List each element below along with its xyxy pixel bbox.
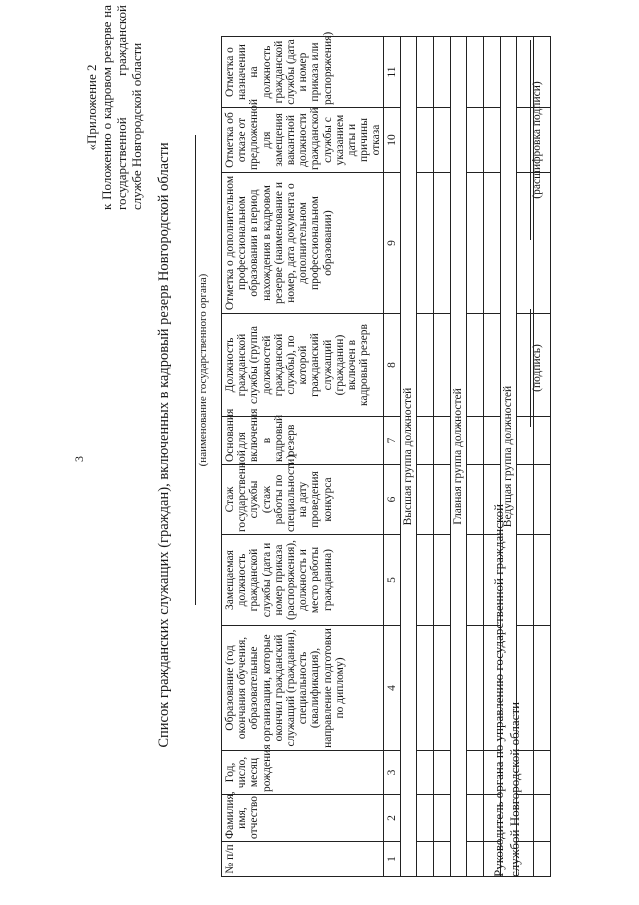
table-cell: [533, 842, 550, 877]
table-cell: [533, 465, 550, 535]
table-cell: [466, 314, 483, 417]
table-cell: [483, 173, 500, 314]
table-cell: [433, 314, 450, 417]
table-cell: [416, 795, 433, 842]
column-number-row: [383, 37, 400, 877]
header-cell-refusal: Отметка об отказе от предложенной для замещения вакантной должности гражданской службы с указанием даты и причины отказа: [222, 108, 384, 173]
table-cell: [416, 842, 433, 877]
appendix-heading: [84, 5, 144, 210]
header-cell-education: Образование (год окончания обучения, образовательные организации, которые окончил гражданский служащий (гражданин), специальность (квалификация), направление подготовки по диплому): [222, 626, 384, 751]
header-cell-name: Фамилия, имя, отчество: [222, 795, 384, 842]
table-cell: [533, 535, 550, 626]
table-cell: [433, 535, 450, 626]
organ-name-caption: (наименование государственного органа): [197, 273, 209, 467]
table-cell: [433, 37, 450, 108]
table-cell: [533, 795, 550, 842]
table-cell: [416, 37, 433, 108]
header-cell-grounds: Основания для включения в кадровый резерв: [222, 417, 384, 465]
table-cell: [416, 108, 433, 173]
table-cell: [483, 108, 500, 173]
table-cell: [466, 417, 483, 465]
header-cell-birth: Год, число, месяц рождения: [222, 751, 384, 795]
table-cell: [416, 535, 433, 626]
table-cell: [433, 108, 450, 173]
column-number: 2: [383, 795, 400, 842]
table-cell: [466, 795, 483, 842]
group-label: Высшая группа должностей: [400, 37, 416, 877]
table-cell: [433, 751, 450, 795]
table-cell: [466, 751, 483, 795]
list-title: Список гражданских служащих (граждан), включенных в кадровый резерв Новгородской области: [156, 142, 172, 748]
table-cell: [483, 314, 500, 417]
table-row: [416, 37, 433, 877]
header-cell-number: № п/п: [222, 842, 384, 877]
table-header-row: [222, 37, 384, 877]
table-cell: [416, 417, 433, 465]
table-cell: [433, 465, 450, 535]
column-number: 6: [383, 465, 400, 535]
table-cell: [433, 842, 450, 877]
group-row-higher: [400, 37, 416, 877]
organ-name-line: [195, 135, 196, 605]
table-cell: [483, 37, 500, 108]
table-cell: [433, 173, 450, 314]
table-cell: [416, 626, 433, 751]
group-row-main: [450, 37, 466, 877]
page-number: 3: [72, 456, 86, 462]
column-number: 5: [383, 535, 400, 626]
group-label: Главная группа должностей: [450, 37, 466, 877]
column-number: 1: [383, 842, 400, 877]
table-cell: [433, 417, 450, 465]
column-number: 7: [383, 417, 400, 465]
table-cell: [466, 108, 483, 173]
signature-caption: (подпись): [531, 344, 543, 392]
table-cell: [533, 751, 550, 795]
table-cell: [416, 314, 433, 417]
table-cell: [416, 751, 433, 795]
column-number: 10: [383, 108, 400, 173]
table-cell: [466, 173, 483, 314]
column-number: 9: [383, 173, 400, 314]
header-cell-training: Отметка о дополнительном профессиональном образовании в период нахождения в кадровом резерве (наименование и номер, дата документа о дополнительном профессиональном образовании): [222, 173, 384, 314]
appendix-title: «Приложение 2: [84, 64, 99, 151]
table-cell: [466, 626, 483, 751]
table-cell: [466, 37, 483, 108]
column-number: 11: [383, 37, 400, 108]
table-cell: [433, 626, 450, 751]
header-cell-reserve-position: Должность гражданской службы (группа должностей гражданской службы), по которой гражданский служащий (гражданин) включен в кадровый резерв: [222, 314, 384, 417]
column-number: 3: [383, 751, 400, 795]
table-cell: [433, 795, 450, 842]
table-cell: [466, 535, 483, 626]
group-label: Ведущая группа должностей: [500, 37, 516, 877]
header-cell-appointment: Отметка о назначении на должность гражданской службы (дата и номер приказа или распоряжения): [222, 37, 384, 108]
table-cell: [466, 465, 483, 535]
table-cell: [416, 173, 433, 314]
table-row: [433, 37, 450, 877]
column-number: 4: [383, 626, 400, 751]
header-cell-position: Замещаемая должность гражданской службы (дата и номер приказа (распоряжения), должность и место работы гражданина): [222, 535, 384, 626]
column-number: 8: [383, 314, 400, 417]
header-cell-experience: Стаж государственной службы (стаж работы по специальности) на дату проведения конкурса: [222, 465, 384, 535]
table-cell: [466, 842, 483, 877]
table-row: [466, 37, 483, 877]
name-transcript-caption: (расшифровка подписи): [531, 81, 543, 199]
table-cell: [416, 465, 433, 535]
appendix-text: к Положению о кадровом резерве на государственной гражданской службе Новгородской области: [99, 5, 144, 210]
signer-title: Руководитель органа по управлению государственной гражданской службой Новгородской области: [491, 503, 522, 877]
table-cell: [533, 626, 550, 751]
